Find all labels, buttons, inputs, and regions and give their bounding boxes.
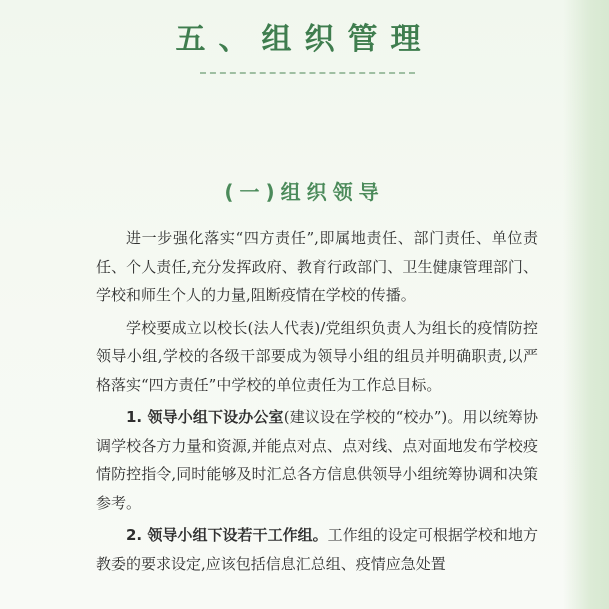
decorative-side-band xyxy=(563,0,609,609)
paragraph-1 xyxy=(96,224,538,310)
paragraph-4-lead: 2. 领导小组下设若干工作组。 xyxy=(126,526,328,544)
paragraph-3 xyxy=(96,403,538,517)
chapter-title: 五、组织管理 xyxy=(175,22,434,57)
paragraph-2-text: 学校要成立以校长(法人代表)/党组织负责人为组长的疫情防控领导小组,学校的各级干部要成为领导小组的组员并明确职责,以严格落实“四方责任”中学校的单位责任为工作总目标。 xyxy=(96,318,538,394)
paragraph-4-text: 工作组的设定可根据学校和地方教委的要求设定,应该包括信息汇总组、疫情应急处置 xyxy=(96,526,538,573)
paragraph-4 xyxy=(96,521,538,578)
paragraph-1-text: 进一步强化落实“四方责任”,即属地责任、部门责任、单位责任、个人责任,充分发挥政府、教育行政部门、卫生健康管理部门、学校和师生个人的力量,阻断疫情在学校的传播。 xyxy=(96,229,538,304)
paragraph-3-text: (建议设在学校的“校办”)。用以统筹协调学校各方力量和资源,并能点对点、点对线、点对面地发布学校疫情防控指令,同时能够及时汇总各方信息供领导小组统筹协调和决策参考。 xyxy=(96,408,539,512)
body-text xyxy=(96,224,538,578)
section-title: (一)组织领导 xyxy=(224,180,385,204)
paragraph-2 xyxy=(96,314,538,400)
dashed-divider xyxy=(200,72,415,74)
paragraph-3-lead: 1. 领导小组下设办公室 xyxy=(126,408,284,426)
